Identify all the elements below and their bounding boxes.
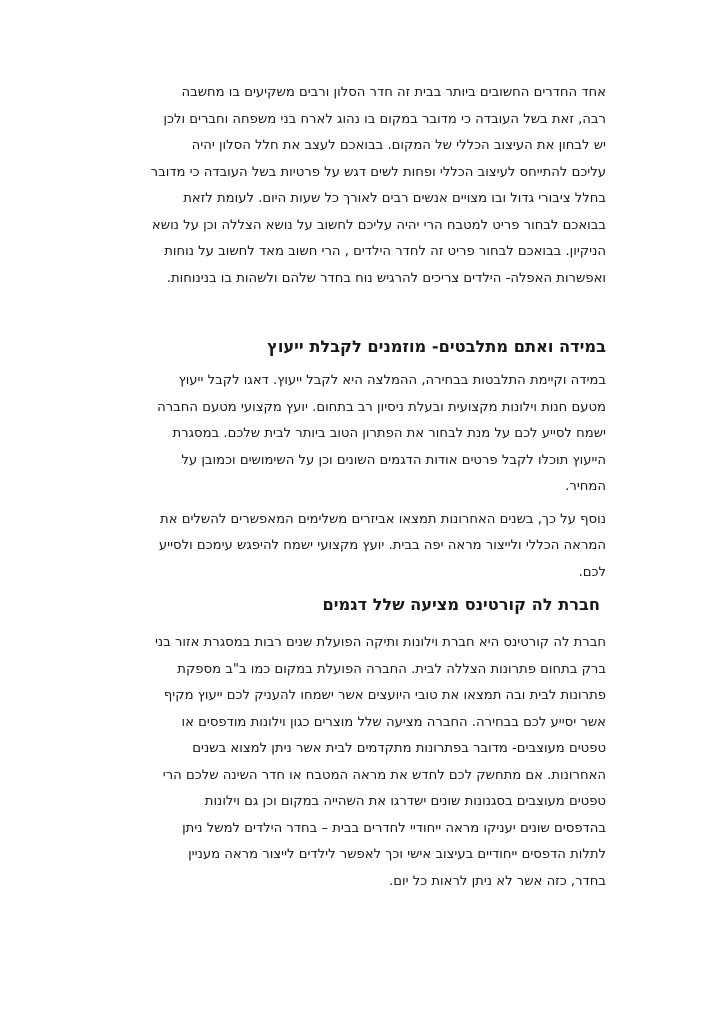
document-page [118,80,606,895]
text-line: יש לבחון את העיצוב הכללי של המקום. בבואכם לעצב את חלל הסלון יהיה [191,138,606,153]
section-heading-company: חברת לה קורטינס מציעה שלל דגמים [322,595,600,614]
text-line: עליכם להתייחס לעיצוב הכללי ופחות לשים דגש על פרטיות בשל העובדה כי מדובר [150,164,606,180]
text-line: לכם. [578,564,606,580]
text-line: הייעוץ תוכלו לקבל פרטים אודות הדגמים השונים וכן על השימושים וכמובן על [181,452,606,468]
text-line: בבואכם לבחור פריט למטבח הרי יהיה עליכם לחשוב על נושא הצללה וכן על נושא [151,217,606,233]
text-line: פתרונות לבית ובה תמצאו את טובי היועצים אשר ישמחו להעניק לכם ייעוץ מקיף [163,688,606,703]
text-line: ישמח לסייע לכם על מנת לבחור את הפתרון הטוב ביותר לבית שלכם. במסגרת [172,426,606,441]
text-line: חברת לה קורטינס היא חברת וילונות ותיקה הפועלת שנים רבות במסגרת אזור בני [154,635,606,650]
text-line: מטעם חנות וילונות מקצועית ובעלת ניסיון רב בתחום. יועץ מקצועי מטעם החברה [157,399,606,415]
section-heading-consulting: במידה ואתם מתלבטים- מוזמנים לקבלת ייעוץ [267,337,606,356]
paragraph-living-room [118,80,606,292]
text-line: בחלל ציבורי גדול ובו מצויים אנשים רבים לאורך כל שעות היום. לעומת לזאת [183,191,606,206]
text-line: הניקיון. בבואכם לבחור פריט זה לחדר הילדים , הרי חשוב מאד לחשוב על נוחות [164,244,606,259]
paragraph-consulting [118,368,606,501]
text-line: רבה, זאת בשל העובדה כי מדובר במקום בו נהוג לארח בני משפחה וחברים ולכן [163,111,606,127]
text-line: בהדפסים שונים יעניקו מראה ייחודיי לחדרים בבית – בחדר הילדים למשל ניתן [182,820,606,836]
text-line: אחד החדרים החשובים ביותר בבית זה חדר הסלון ורבים משקיעים בו מחשבה [181,85,606,100]
text-line: המחיר. [565,479,606,494]
paragraph-accessories [118,507,606,587]
text-line: המראה הכללי ולייצור מראה יפה בבית. יועץ מקצועי ישמח להיפגש עימכם ולסייע [158,538,606,553]
text-line: ואפשרות האפלה- הילדים צריכים להרגיש נוח בחדר שלהם ולשהות בו בנינוחות. [166,270,606,286]
text-line: האחרונות. אם מתחשק לכם לחדש את מראה המטבח או חדר השינה שלכם הרי [162,767,606,783]
text-line: לתלות הדפסים ייחודיים בעיצוב אישי וכך לאפשר לילדים לייצור מראה מעניין [188,847,606,862]
text-line: טפטים מעוצבים בסגנונות שונים ישדרגו את השהייה במקום וכן גם וילונות [204,794,606,809]
text-line: טפטים מעוצבים- מדובר בפתרונות מתקדמים לבית אשר ניתן למצוא בשנים [192,741,606,756]
paragraph-company [118,630,606,895]
text-line: במידה וקיימת התלבטות בבחירה, ההמלצה היא לקבל ייעוץ. דאגו לקבל ייעוץ [178,373,606,388]
text-line: נוסף על כך, בשנים האחרונות תמצאו אביזרים משלימים המאפשרים להשלים את [160,511,606,527]
text-line: ברק בתחום פתרונות הצללה לבית. החברה הפועלת במקום כמו ב"ב מספקת [177,661,606,677]
text-line: אשר יסייע לכם בבחירה. החברה מציעה שלל מוצרים כגון וילונות מודפסים או [181,714,606,730]
text-line: בחדר, כזה אשר לא ניתן לראות כל יום. [389,873,606,889]
